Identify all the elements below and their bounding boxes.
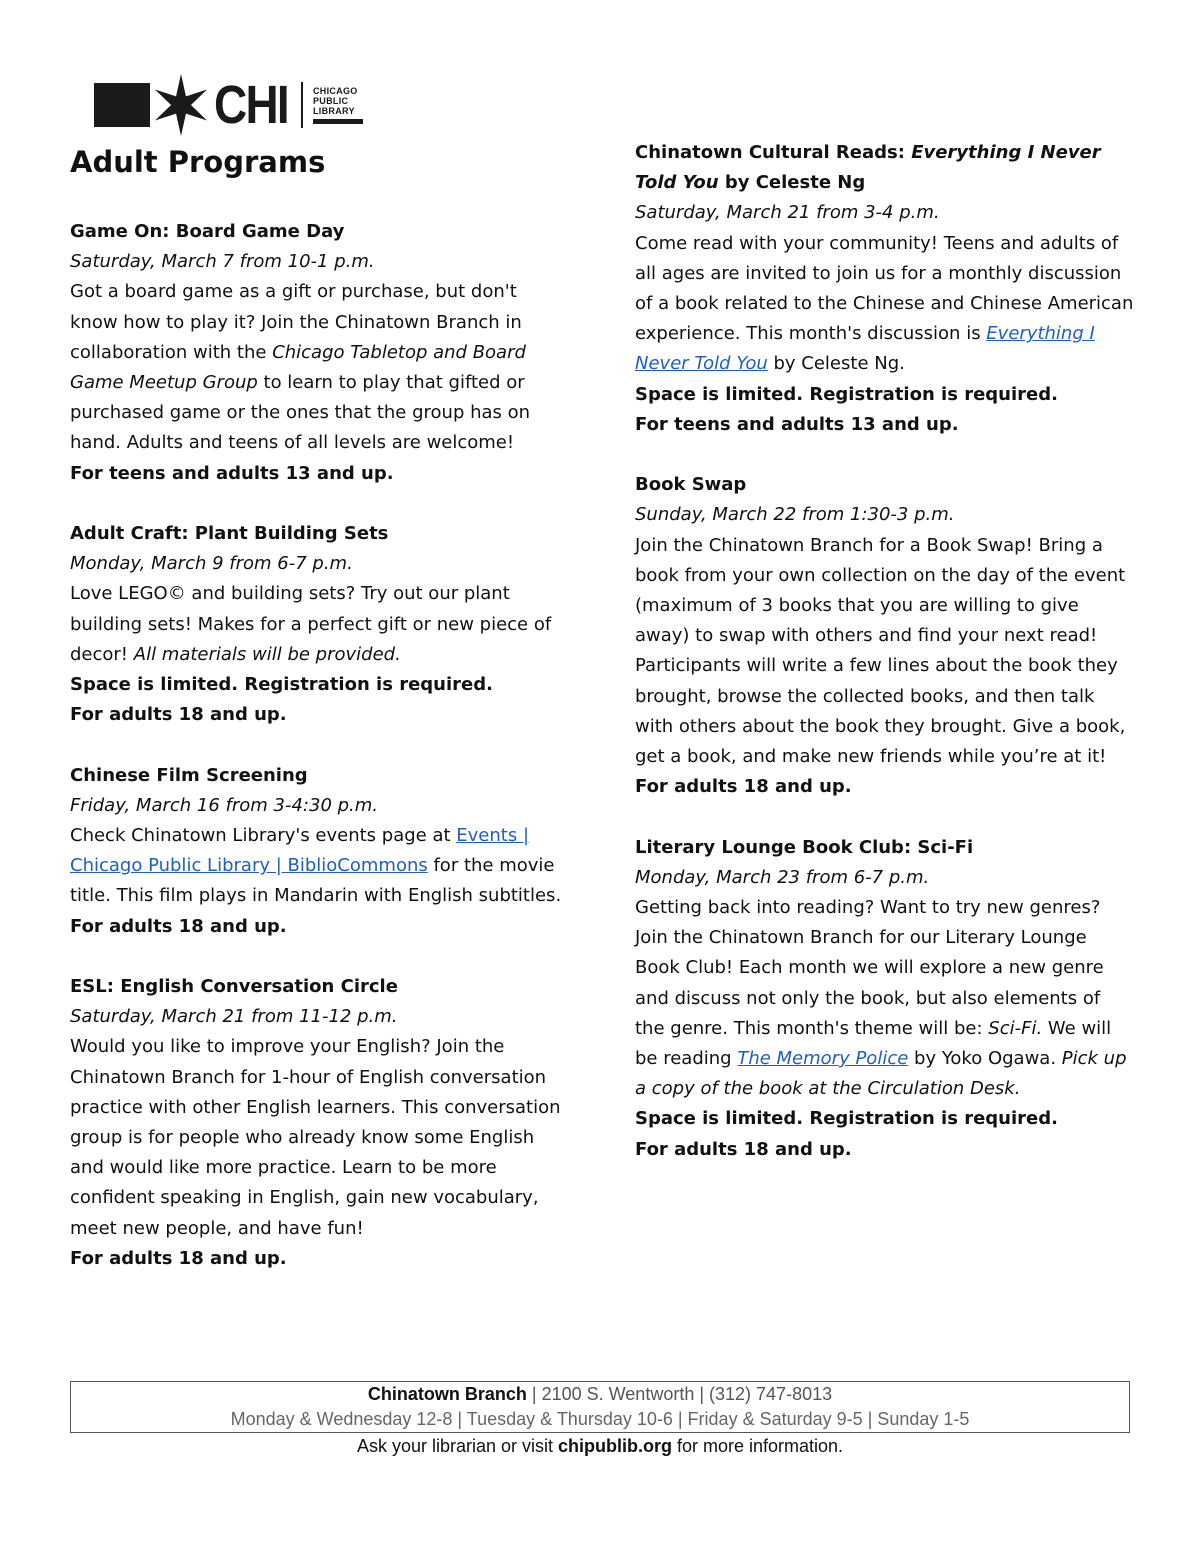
page-title: Adult Programs — [70, 145, 326, 179]
program-chinese-film-screening — [70, 761, 570, 942]
more-info-line: Ask your librarian or visit chipublib.org for more information. — [356, 1436, 844, 1456]
chicago-public-library-logo — [94, 74, 363, 136]
program-description: Join the Chinatown Branch for a Book Swap! Bring a book from your own collection on the day of the event (maximum of 3 books that you are willing to give away) to swap with others and find your next read! Participants will write a few lines about the book they brought, browse the collected books, and then talk with others about the book they brought. Give a book, get a book, and make new friends while you’re at it! — [635, 534, 1126, 768]
book-link[interactable]: The Memory Police — [737, 1048, 909, 1070]
logo-library-name: CHICAGO PUBLIC LIBRARY — [313, 86, 363, 124]
program-date: Saturday, March 7 from 10-1 p.m. — [70, 251, 375, 273]
program-esl-conversation-circle — [70, 972, 570, 1274]
program-title: Literary Lounge Book Club: Sci-Fi — [635, 836, 974, 858]
logo-square — [94, 83, 150, 127]
program-description: Would you like to improve your English? Join the Chinatown Branch for 1-hour of English conversation practice with other English learners. This conversation group is for people who already know some English and would like more practice. Learn to be more confident speaking in English, gain new vocabulary, meet new people, and have fun! — [70, 1036, 561, 1239]
right-column — [635, 138, 1135, 1195]
book-link[interactable]: Everything I Never Told You — [635, 323, 1095, 375]
logo-wordmark: CHI — [214, 75, 288, 135]
program-audience: For teens and adults 13 and up. — [70, 462, 394, 484]
program-description: Getting back into reading? Want to try new genres? Join the Chinatown Branch for our Literary Lounge Book Club! Each month we will explore a new genre and discuss not only the book, but also elements of the genre. This month's theme will be: Sci-Fi. We will be reading The Memory Police by Yoko Ogawa. Pick up a copy of the book at the Circulation Desk. — [635, 897, 1127, 1100]
program-title: Game On: Board Game Day — [70, 221, 345, 242]
program-plant-building-sets — [70, 519, 570, 730]
branch-address-line: Chinatown Branch | 2100 S. Wentworth | (312) 747-8013 — [367, 1384, 833, 1404]
program-audience: For adults 18 and up. — [70, 1247, 287, 1269]
program-description: Got a board game as a gift or purchase, but don't know how to play it? Join the Chinatown Branch in collaboration with the Chicago Tabletop and Board Game Meetup Group to learn to play that gifted or purchased game or the ones that the group has on hand. Adults and teens of all levels are welcome! — [70, 281, 531, 454]
chicago-star-icon — [150, 74, 212, 136]
program-title: Book Swap — [635, 474, 747, 496]
program-date: Monday, March 9 from 6-7 p.m. — [70, 553, 353, 575]
program-description: Love LEGO© and building sets? Try out our plant building sets! Makes for a perfect gift or new piece of decor! All materials will be provided. — [70, 583, 552, 665]
program-audience: For adults 18 and up. — [70, 704, 287, 726]
program-audience: For adults 18 and up. — [635, 776, 852, 798]
website-link[interactable]: chipublib.org — [558, 1436, 672, 1456]
program-title: Chinatown Cultural Reads: Everything I Never Told You by Celeste Ng — [635, 142, 1101, 194]
program-title: ESL: English Conversation Circle — [70, 976, 398, 998]
program-board-game-day — [70, 217, 570, 489]
logo-divider — [301, 82, 303, 128]
program-date: Saturday, March 21 from 3-4 p.m. — [635, 202, 940, 224]
program-audience: For teens and adults 13 and up. — [635, 413, 959, 435]
branch-hours: Monday & Wednesday 12-8 | Tuesday & Thursday 10-6 | Friday & Saturday 9-5 | Sunday 1-5 — [230, 1409, 970, 1429]
branch-info-box — [70, 1381, 1130, 1433]
left-column — [70, 217, 570, 1304]
program-date: Saturday, March 21 from 11-12 p.m. — [70, 1006, 398, 1028]
program-literary-lounge — [635, 833, 1135, 1165]
program-description: Check Chinatown Library's events page at Events | Chicago Public Library | BiblioCommons for the movie title. This film plays in Mandarin with English subtitles. — [70, 825, 562, 907]
program-title: Chinese Film Screening — [70, 764, 308, 786]
program-date: Sunday, March 22 from 1:30-3 p.m. — [635, 504, 955, 526]
program-registration: Space is limited. Registration is required. — [635, 383, 1058, 405]
program-date: Monday, March 23 from 6-7 p.m. — [635, 866, 930, 888]
program-description: Come read with your community! Teens and adults of all ages are invited to join us for a monthly discussion of a book related to the Chinese and Chinese American experience. This month's discussion is Everything I Never Told You by Celeste Ng. — [635, 232, 1134, 375]
program-book-swap — [635, 470, 1135, 802]
program-date: Friday, March 16 from 3-4:30 p.m. — [70, 794, 379, 816]
events-page-link[interactable]: Events | Chicago Public Library | BiblioCommons — [70, 825, 530, 877]
program-title: Adult Craft: Plant Building Sets — [70, 523, 389, 545]
program-registration: Space is limited. Registration is required. — [635, 1108, 1058, 1130]
program-audience: For adults 18 and up. — [70, 915, 287, 937]
program-cultural-reads — [635, 138, 1135, 440]
branch-name: Chinatown Branch — [367, 1384, 527, 1404]
program-audience: For adults 18 and up. — [635, 1138, 852, 1160]
program-registration: Space is limited. Registration is required. — [70, 674, 493, 696]
